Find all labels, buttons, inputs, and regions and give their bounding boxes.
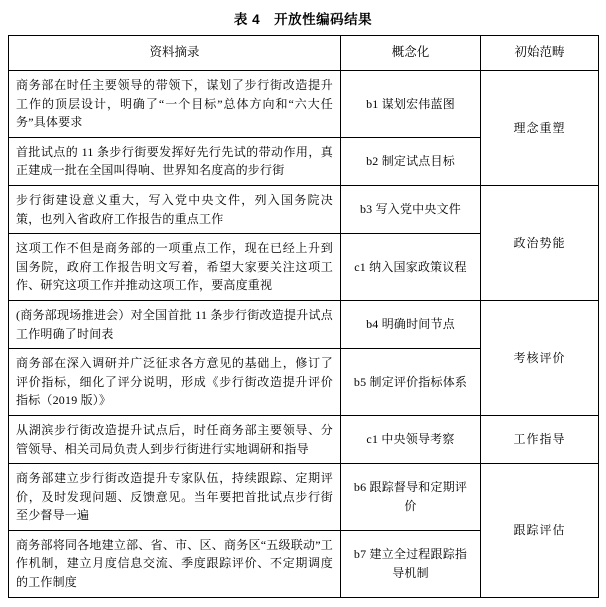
cell-category: 政治势能 <box>481 185 599 300</box>
cell-excerpt: 商务部建立步行街改造提升专家队伍，持续跟踪、定期评价，及时发现问题、反馈意见。当年要把首批试点步行街至少督导一遍 <box>9 464 341 531</box>
cell-category: 考核评价 <box>481 300 599 415</box>
cell-concept: b5 制定评价指标体系 <box>341 349 481 416</box>
open-coding-table <box>8 35 599 598</box>
cell-excerpt: 这项工作不但是商务部的一项重点工作，现在已经上升到国务院，政府工作报告明文写着，希望大家要关注这项工作、研究这项工作并推动这项工作，要高度重视 <box>9 234 341 301</box>
table-row <box>9 71 599 138</box>
cell-concept: b6 跟踪督导和定期评价 <box>341 464 481 531</box>
cell-concept: b7 建立全过程跟踪指导机制 <box>341 530 481 597</box>
column-header-concept: 概念化 <box>341 36 481 71</box>
cell-excerpt: (商务部现场推进会）对全国首批 11 条步行街改造提升试点工作明确了时间表 <box>9 300 341 348</box>
cell-excerpt: 从湖滨步行街改造提升试点后，时任商务部主要领导、分管领导、相关司局负责人到步行街进行实地调研和指导 <box>9 415 341 463</box>
table-row <box>9 300 599 348</box>
cell-excerpt: 商务部在时任主要领导的带领下，谋划了步行街改造提升工作的顶层设计，明确了“一个目标”总体方向和“六大任务”具体要求 <box>9 71 341 138</box>
table-caption <box>8 8 598 28</box>
cell-concept: c1 纳入国家政策议程 <box>341 234 481 301</box>
cell-excerpt: 首批试点的 11 条步行街要发挥好先行先试的带动作用，真正建成一批在全国叫得响、世界知名度高的步行街 <box>9 137 341 185</box>
cell-concept: b3 写入党中央文件 <box>341 185 481 233</box>
table-row <box>9 415 599 463</box>
table-row <box>9 464 599 531</box>
table-caption-title: 开放性编码结果 <box>274 12 373 27</box>
cell-category: 跟踪评估 <box>481 464 599 598</box>
table-caption-number: 表 4 <box>233 12 261 27</box>
cell-category: 理念重塑 <box>481 71 599 186</box>
cell-concept: b4 明确时间节点 <box>341 300 481 348</box>
cell-category: 工作指导 <box>481 415 599 463</box>
cell-concept: c1 中央领导考察 <box>341 415 481 463</box>
cell-excerpt: 商务部在深入调研并广泛征求各方意见的基础上，修订了评价指标，细化了评分说明，形成《步行街改造提升评价指标（2019 版）》 <box>9 349 341 416</box>
cell-excerpt: 步行街建设意义重大，写入党中央文件，列入国务院决策，也列入省政府工作报告的重点工作 <box>9 185 341 233</box>
column-header-category: 初始范畴 <box>481 36 599 71</box>
cell-excerpt: 商务部将同各地建立部、省、市、区、商务区“五级联动”工作机制，建立月度信息交流、季度跟踪评价、不定期调度的工作制度 <box>9 530 341 597</box>
table-header-row <box>9 36 599 71</box>
cell-concept: b2 制定试点目标 <box>341 137 481 185</box>
cell-concept: b1 谋划宏伟蓝图 <box>341 71 481 138</box>
column-header-excerpt: 资料摘录 <box>9 36 341 71</box>
table-row <box>9 185 599 233</box>
